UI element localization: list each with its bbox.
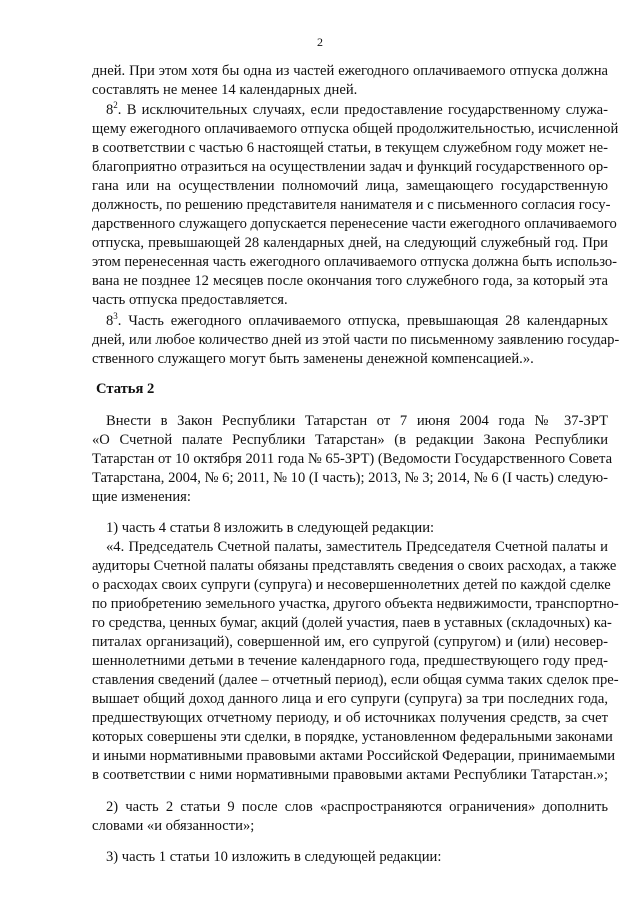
quote-line: шеннолетними детьми в течение календарного года, предшествующего году пред- xyxy=(92,653,608,669)
paragraph-line: Татарстана, 2004, № 6; 2011, № 10 (I часть); 2013, № 3; 2014, № 6 (I часть) следую- xyxy=(92,470,608,486)
quote-line: «4. Председатель Счетной палаты, заместитель Председателя Счетной палаты и xyxy=(106,539,608,555)
paragraph-line: щие изменения: xyxy=(92,489,191,505)
paragraph-line: составлять не менее 14 календарных дней. xyxy=(92,82,358,98)
paragraph-8-3-first-line xyxy=(106,312,608,331)
paragraph-line: благоприятно отразиться на осуществлении задач и функций государственного ор- xyxy=(92,159,608,175)
quote-line: о расходах своих супруги (супруга) и несовершеннолетних детей по каждой сделке xyxy=(92,577,611,593)
paragraph-line: ственного служащего могут быть заменены денежной компенсацией.». xyxy=(92,351,534,367)
page-number: 2 xyxy=(317,35,323,49)
article-heading: Статья 2 xyxy=(96,381,155,397)
paragraph-line: должность, по решению представителя нанимателя и с письменного согласия госу- xyxy=(92,197,611,213)
paragraph-line: вана не позднее 12 месяцев после окончания того служебного года, за который эта xyxy=(92,273,608,289)
list-item-3: 3) часть 1 статьи 10 изложить в следующей редакции: xyxy=(106,849,442,865)
quote-line: которых совершены эти сделки, в порядке, установленном федеральными законами xyxy=(92,729,613,745)
quote-line: го средства, ценных бумаг, акций (долей участия, паев в уставных (складочных) ка- xyxy=(92,615,612,631)
paragraph-line: этом перенесенная часть ежегодного оплачиваемого отпуска должна быть использо- xyxy=(92,254,618,270)
paragraph-line: Татарстан от 10 октября 2011 года № 65-ЗРТ) (Ведомости Государственного Совета xyxy=(92,451,613,467)
quote-line: предшествующих отчетному периоду, и об источниках получения средств, за счет xyxy=(92,710,608,726)
paragraph-line: гана или на осуществлении полномочий лица, замещающего государственную xyxy=(92,178,608,194)
paragraph-line: дарственного служащего допускается перенесение части ежегодного оплачиваемого xyxy=(92,216,617,232)
list-item-1: 1) часть 4 статьи 8 изложить в следующей редакции: xyxy=(106,520,435,536)
paragraph-superscript: 3 xyxy=(113,311,118,322)
quote-line: в соответствии с ними нормативными правовыми актами Республики Татарстан.»; xyxy=(92,767,608,783)
paragraph-line: дней. При этом хотя бы одна из частей ежегодного оплачиваемого отпуска должна xyxy=(92,63,608,79)
paragraph-line: часть отпуска предоставляется. xyxy=(92,292,288,308)
paragraph-number: 8 xyxy=(106,102,114,118)
paragraph-number: 8 xyxy=(106,313,114,329)
quote-line: и иными нормативными правовыми актами Российской Федерации, принимаемыми xyxy=(92,748,616,764)
paragraph-text: . Часть ежегодного оплачиваемого отпуска, превышающая 28 календарных xyxy=(117,313,608,329)
quote-line: аудиторы Счетной палаты обязаны представлять сведения о своих расходах, а также xyxy=(92,558,617,574)
list-item-2: 2) часть 2 статьи 9 после слов «распространяются ограничения» дополнить xyxy=(106,799,608,815)
paragraph-8-2-first-line xyxy=(106,101,608,120)
paragraph-line: словами «и обязанности»; xyxy=(92,818,255,834)
quote-line: питалах организаций), совершенной им, его супругой (супругом) и (или) несовер- xyxy=(92,634,608,650)
paragraph-line: отпуска, превышающей 28 календарных дней, на следующий служебный год. При xyxy=(92,235,608,251)
quote-line: вышает общий доход данного лица и его супруги (супруга) за три последних года, xyxy=(92,691,608,707)
paragraph-superscript: 2 xyxy=(113,100,118,111)
quote-line: ставления сведений (далее – отчетный период), если общая сумма таких сделок пре- xyxy=(92,672,619,688)
quote-line: по приобретению земельного участка, другого объекта недвижимости, транспортно- xyxy=(92,596,619,612)
paragraph-line: Внести в Закон Республики Татарстан от 7 июня 2004 года № 37-ЗРТ xyxy=(106,413,608,429)
paragraph-line: «О Счетной палате Республики Татарстан» (в редакции Закона Республики xyxy=(92,432,608,448)
paragraph-line: дней, или любое количество дней из этой части по письменному заявлению государ- xyxy=(92,332,620,348)
paragraph-line: в соответствии с частью 6 настоящей статьи, в текущем служебном году может не- xyxy=(92,140,608,156)
paragraph-text: . В исключительных случаях, если предоставление государственному служа- xyxy=(117,102,608,118)
paragraph-line: щему ежегодного оплачиваемого отпуска общей продолжительностью, исчисленной xyxy=(92,121,619,137)
